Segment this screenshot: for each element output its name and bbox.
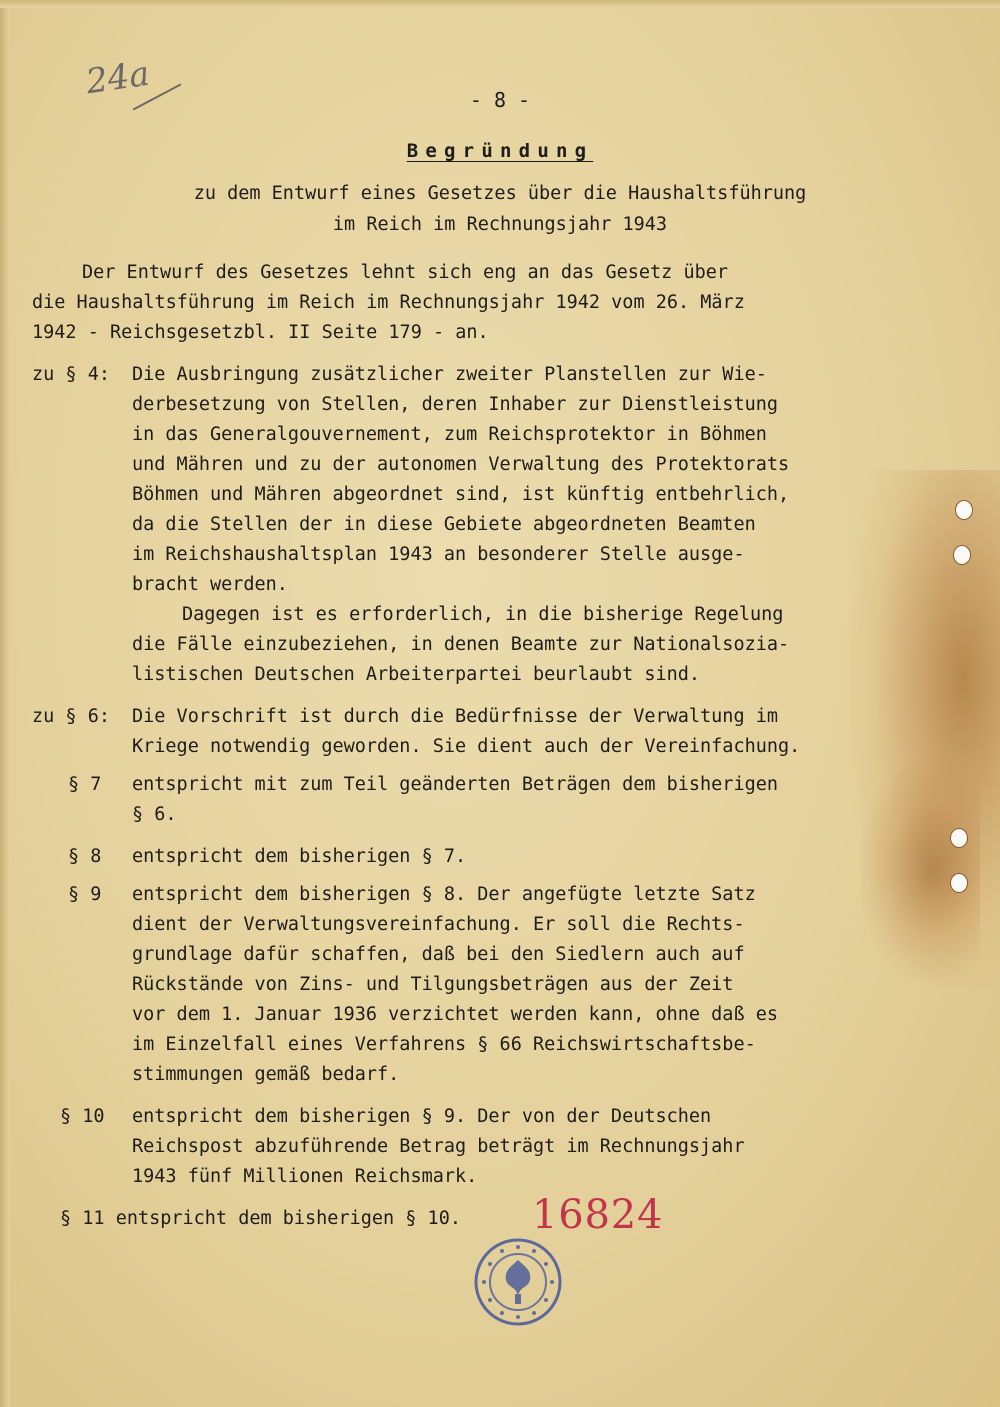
subtitle-line-2: im Reich im Rechnungsjahr 1943 bbox=[332, 214, 668, 235]
section-6-line: Die Vorschrift ist durch die Bedürfnisse der Verwaltung im bbox=[132, 706, 779, 727]
section-7-label: § 7 bbox=[68, 774, 102, 795]
section-4-line: bracht werden. bbox=[132, 574, 288, 595]
punch-hole-4 bbox=[950, 873, 968, 893]
page-number: - 8 - bbox=[469, 88, 531, 112]
punch-hole-2 bbox=[953, 545, 971, 565]
section-8-label: § 8 bbox=[68, 846, 102, 867]
section-4-para2-line: listischen Deutschen Arbeiterpartei beurlaubt sind. bbox=[132, 664, 701, 685]
archive-stamp-number: 16824 bbox=[532, 1192, 664, 1238]
section-9-label: § 9 bbox=[68, 884, 102, 905]
section-4-label: zu § 4: bbox=[32, 364, 110, 385]
paper-edge-top bbox=[0, 0, 1000, 8]
section-6-line: Kriege notwendig geworden. Sie dient auch der Vereinfachung. bbox=[132, 736, 801, 757]
section-6-label: zu § 6: bbox=[32, 706, 110, 727]
section-10-label: § 10 bbox=[60, 1106, 105, 1127]
section-8-line: entspricht dem bisherigen § 7. bbox=[132, 846, 467, 867]
subtitle-line-1: zu dem Entwurf eines Gesetzes über die Haushaltsführung bbox=[193, 183, 807, 204]
section-10-line: entspricht dem bisherigen § 9. Der von der Deutschen bbox=[132, 1106, 712, 1127]
section-4-line: Die Ausbringung zusätzlicher zweiter Planstellen zur Wie- bbox=[132, 364, 767, 385]
punch-hole-1 bbox=[955, 500, 973, 520]
section-10-line: Reichspost abzuführende Betrag beträgt im Rechnungsjahr bbox=[132, 1136, 745, 1157]
section-10-line: 1943 fünf Millionen Reichsmark. bbox=[132, 1166, 478, 1187]
section-7-line: § 6. bbox=[132, 804, 177, 825]
intro-line-2: die Haushaltsführung im Reich im Rechnungsjahr 1942 vom 26. März bbox=[32, 292, 745, 313]
section-9-line: im Einzelfall eines Verfahrens § 66 Reichswirtschaftsbe- bbox=[132, 1034, 756, 1055]
section-4-line: in das Generalgouvernement, zum Reichsprotektor in Böhmen bbox=[132, 424, 767, 445]
seal-icon bbox=[472, 1236, 564, 1328]
punch-hole-3 bbox=[950, 828, 968, 848]
section-9-line: vor dem 1. Januar 1936 verzichtet werden kann, ohne daß es bbox=[132, 1004, 779, 1025]
section-9-line: stimmungen gemäß bedarf. bbox=[132, 1064, 400, 1085]
section-4-para2-line: Dagegen ist es erforderlich, in die bisherige Regelung bbox=[182, 604, 784, 625]
section-4-line: und Mähren und zu der autonomen Verwaltung des Protektorats bbox=[132, 454, 790, 475]
section-9-line: Rückstände von Zins- und Tilgungsbeträgen aus der Zeit bbox=[132, 974, 734, 995]
section-4-line: Böhmen und Mähren abgeordnet sind, ist künftig entbehrlich, bbox=[132, 484, 790, 505]
water-stain-lower bbox=[860, 760, 980, 980]
document-title: Begründung bbox=[406, 140, 594, 162]
section-4-line: da die Stellen der in diese Gebiete abgeordneten Beamten bbox=[132, 514, 756, 535]
section-9-line: grundlage dafür schaffen, daß bei den Siedlern auch auf bbox=[132, 944, 745, 965]
section-9-line: entspricht dem bisherigen § 8. Der angefügte letzte Satz bbox=[132, 884, 756, 905]
section-7-line: entspricht mit zum Teil geänderten Beträgen dem bisherigen bbox=[132, 774, 779, 795]
ministry-seal bbox=[472, 1236, 564, 1328]
section-4-line: derbesetzung von Stellen, deren Inhaber zur Dienstleistung bbox=[132, 394, 779, 415]
section-4-para2-line: die Fälle einzubeziehen, in denen Beamte zur Nationalsozia- bbox=[132, 634, 790, 655]
handwritten-folio-number: 24a bbox=[83, 53, 153, 103]
section-11-line: § 11 entspricht dem bisherigen § 10. bbox=[60, 1208, 461, 1229]
intro-line-1: Der Entwurf des Gesetzes lehnt sich eng an das Gesetz über bbox=[82, 262, 729, 283]
intro-line-3: 1942 - Reichsgesetzbl. II Seite 179 - an. bbox=[32, 322, 489, 343]
section-9-line: dient der Verwaltungsvereinfachung. Er soll die Rechts- bbox=[132, 914, 745, 935]
section-4-line: im Reichshaushaltsplan 1943 an besonderer Stelle ausge- bbox=[132, 544, 745, 565]
